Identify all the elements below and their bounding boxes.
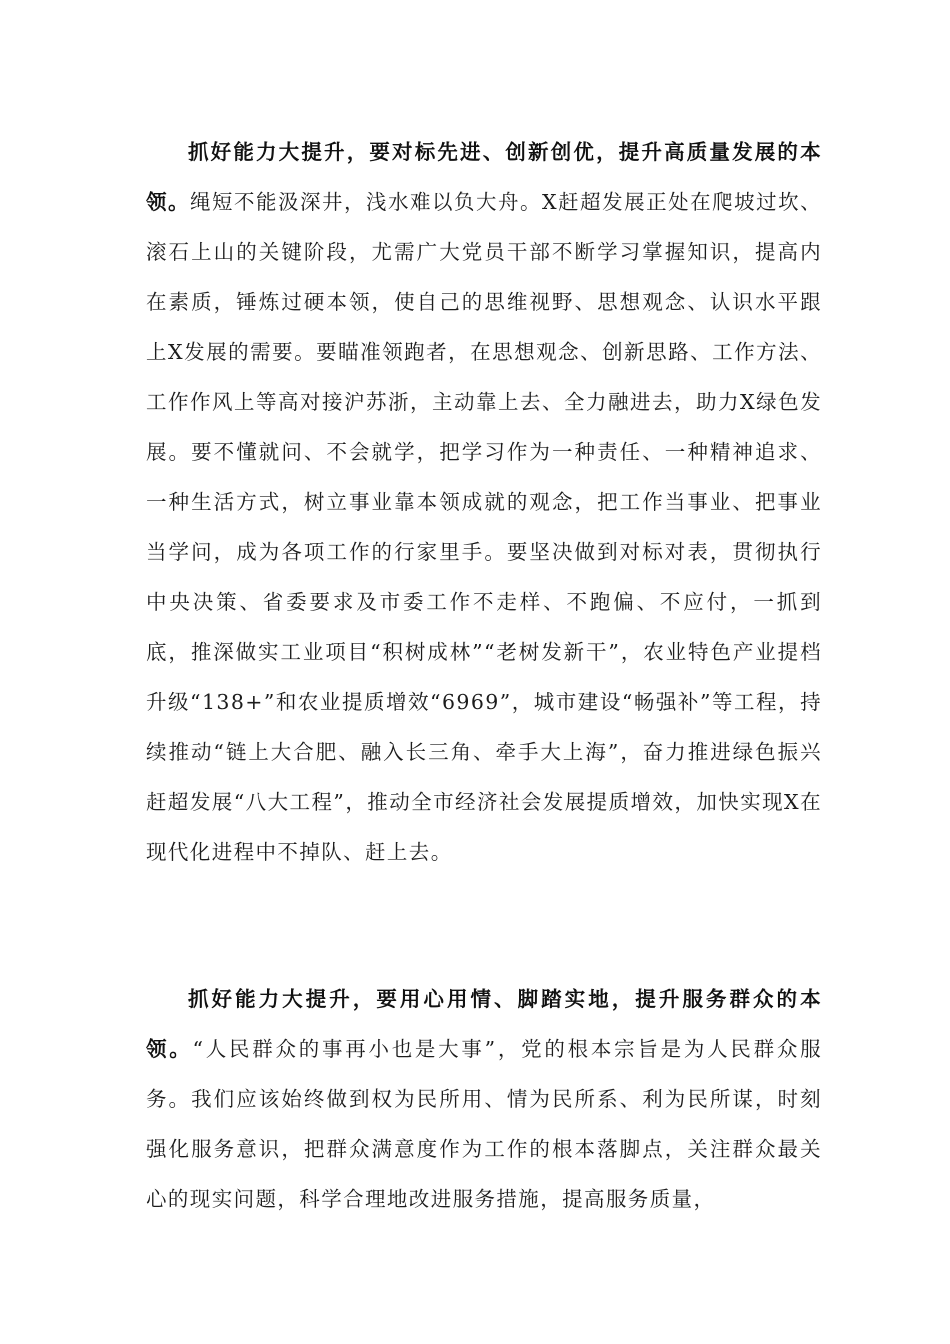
paragraph-body: 绳短不能汲深井，浅水难以负大舟。X赶超发展正处在爬坡过坎、滚石上山的关键阶段，尤需广大党员干部不断学习掌握知识，提高内在素质，锤炼过硬本领，使自己的思维视野、思想观念、认识水平跟上X发展的需要。要瞄准领跑者，在思想观念、创新思路、工作方法、工作作风上等高对接沪苏浙，主动靠上去、全力融进去，助力X绿色发展。要不懂就问、不会就学，把学习作为一种责任、一种精神追求、一种生活方式，树立事业靠本领成就的观念，把工作当事业、把事业当学问，成为各项工作的行家里手。要坚决做到对标对表，贯彻执行中央决策、省委要求及市委工作不走样、不跑偏、不应付，一抓到底，推深做实工业项目“积树成林”“老树发新干”，农业特色产业提档升级“138+”和农业提质增效“6969”，城市建设“畅强补”等工程，持续推动“链上大合肥、融入长三角、牵手大上海”，奋力推进绿色振兴赶超发展“八大工程”，推动全市经济社会发展提质增效，加快实现X在现代化进程中不掉队、赶上去。: [146, 190, 822, 864]
paragraph-capability-advanced: [146, 127, 822, 877]
paragraph-serve-masses: [146, 974, 822, 1224]
paragraph-lead-bold: 抓好能力大提升，要用心用情、脚踏实地，提升服务群众的本领。: [146, 987, 822, 1061]
paragraph-body: “人民群众的事再小也是大事”，党的根本宗旨是为人民群众服务。我们应该始终做到权为民所用、情为民所系、利为民所谋，时刻强化服务意识，把群众满意度作为工作的根本落脚点，关注群众最关心的现实问题，科学合理地改进服务措施，提高服务质量，: [146, 1037, 822, 1211]
paragraph-lead-bold: 抓好能力大提升，要对标先进、创新创优，提升高质量发展的本领。: [146, 140, 822, 214]
